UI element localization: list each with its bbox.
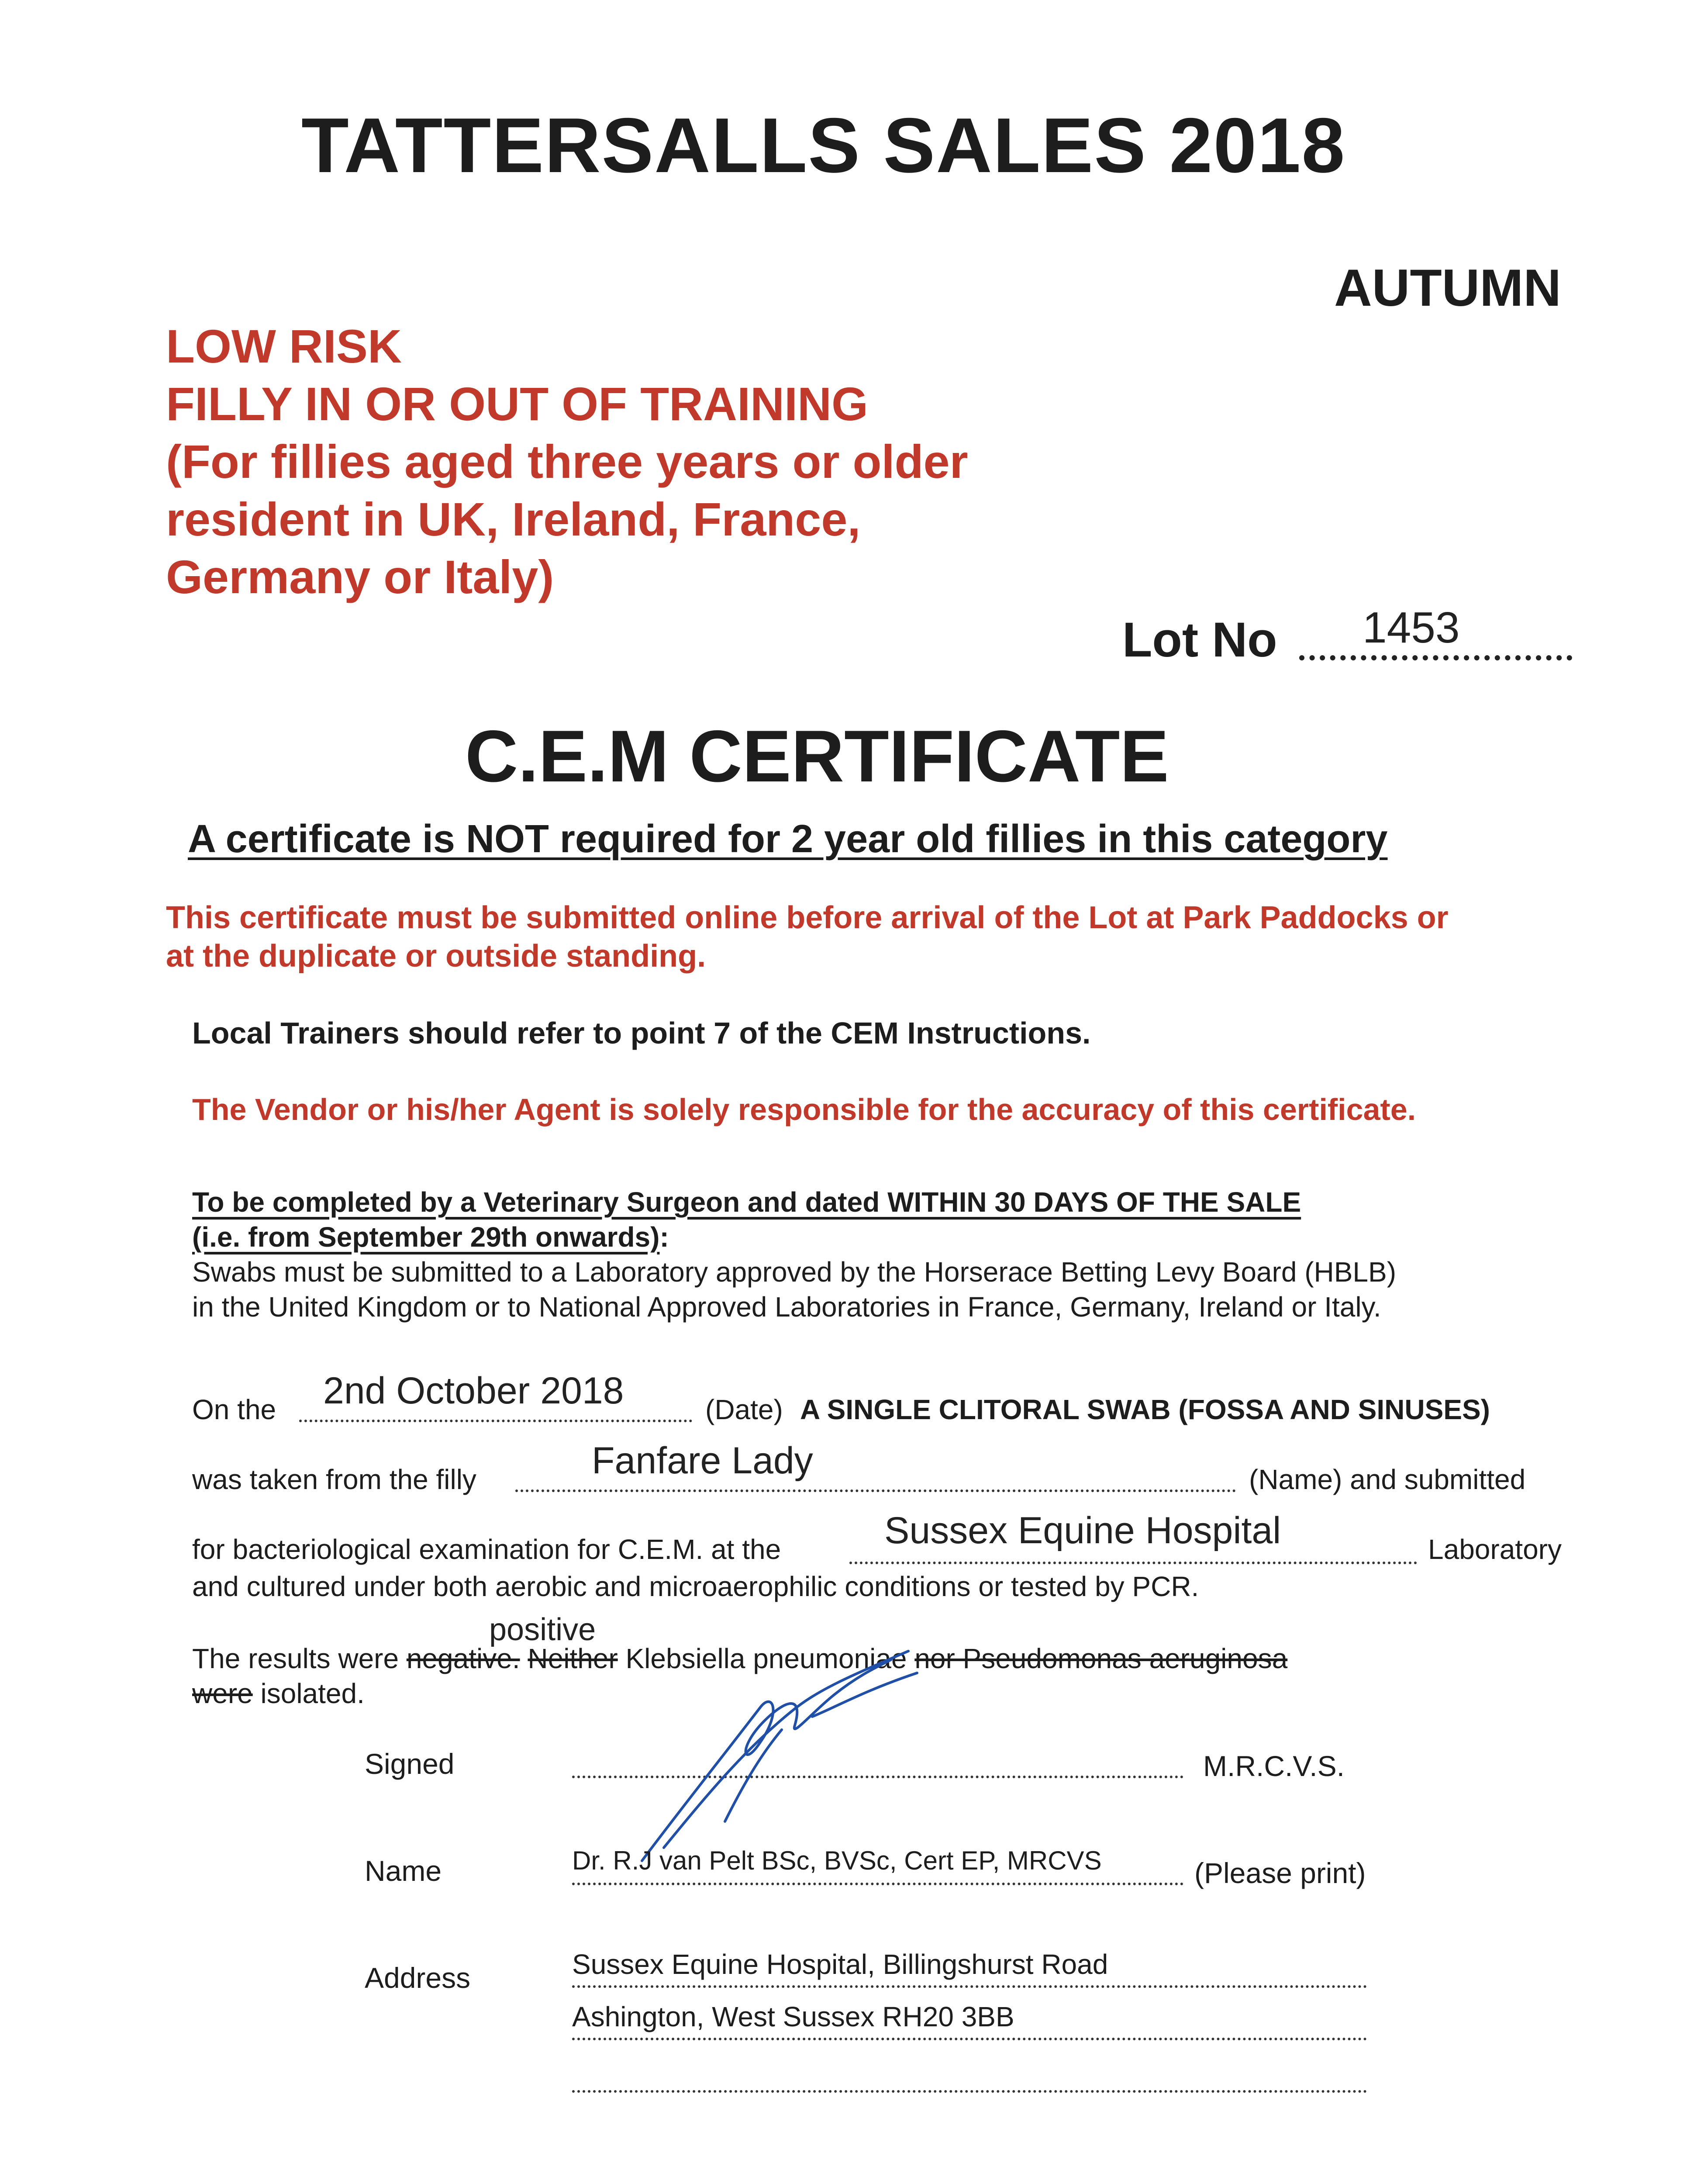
local-trainers-note: Local Trainers should refer to point 7 of the CEM Instructions. [192, 1016, 1091, 1050]
instructions-heading-2 [192, 1221, 669, 1253]
address-dotted-line-2 [572, 2038, 1367, 2040]
submit-notice-1: This certificate must be submitted online before arrival of the Lot at Park Paddocks or [166, 900, 1449, 935]
instructions-body-1: Swabs must be submitted to a Laboratory approved by the Horserace Betting Levy Board (HBLB) [192, 1256, 1396, 1288]
sale-title: TATTERSALLS SALES 2018 [301, 102, 1346, 189]
name-dotted-line [515, 1489, 1236, 1492]
struck-were: were [192, 1678, 253, 1709]
not-required-notice [188, 817, 1387, 862]
category-desc-1: (For fillies aged three years or older [166, 435, 968, 488]
vendor-responsibility: The Vendor or his/her Agent is solely responsible for the accuracy of this certificate. [192, 1092, 1416, 1127]
please-print-label: (Please print) [1194, 1857, 1366, 1889]
taken-from-label: was taken from the filly [192, 1464, 476, 1495]
name-label: (Name) and submitted [1249, 1464, 1526, 1495]
lot-number: 1453 [1363, 603, 1460, 652]
instructions-heading-colon: : [659, 1221, 669, 1253]
laboratory-field[interactable]: Sussex Equine Hospital [884, 1510, 1281, 1552]
submit-notice-2: at the duplicate or outside standing. [166, 939, 706, 974]
signed-label: Signed [365, 1748, 455, 1780]
isolated-label: isolated. [260, 1678, 365, 1709]
struck-negative: negative. [406, 1643, 520, 1674]
instructions-heading-1 [192, 1186, 1301, 1218]
address-line-1[interactable]: Sussex Equine Hospital, Billingshurst Road [572, 1949, 1108, 1980]
address-dotted-line-3 [572, 2090, 1367, 2093]
category-type: FILLY IN OR OUT OF TRAINING [166, 377, 869, 430]
category-desc-3: Germany or Italy) [166, 550, 554, 603]
printed-name-dotted-line [572, 1883, 1183, 1885]
struck-neither: Neither [528, 1643, 618, 1674]
category-desc-2: resident in UK, Ireland, France, [166, 493, 861, 546]
address-line-2[interactable]: Ashington, West Sussex RH20 3BB [572, 2001, 1014, 2032]
risk-level: LOW RISK [166, 320, 402, 373]
instructions-body-2: in the United Kingdom or to National Approved Laboratories in France, Germany, Ireland or Italy. [192, 1291, 1381, 1323]
laboratory-label: Laboratory [1428, 1534, 1562, 1565]
certificate-title: C.E.M CERTIFICATE [465, 715, 1169, 797]
address-label: Address [365, 1962, 471, 1994]
address-dotted-line-1 [572, 1985, 1367, 1988]
date-dotted-line [299, 1420, 692, 1422]
not-required-text: A certificate is NOT required for 2 year old fillies in this category [188, 817, 1388, 861]
cultured-text: and cultured under both aerobic and microaerophilic conditions or tested by PCR. [192, 1571, 1199, 1602]
struck-nor: nor Pseudomonas aeruginosa [914, 1643, 1288, 1674]
vet-signature [629, 1642, 943, 1870]
instructions-heading-2-text: (i.e. from September 29th onwards) [192, 1221, 660, 1253]
mrcvs-label: M.R.C.V.S. [1203, 1750, 1345, 1782]
organism-label: Klebsiella pneumoniae [625, 1643, 907, 1674]
swab-type: A SINGLE CLITORAL SWAB (FOSSA AND SINUSES) [800, 1394, 1490, 1425]
bacteriological-label: for bacteriological examination for C.E.M. at the [192, 1534, 781, 1565]
on-the-label: On the [192, 1394, 276, 1425]
season-label: AUTUMN [1334, 259, 1561, 317]
lot-dotted-line [1299, 655, 1572, 660]
vet-printed-name[interactable]: Dr. R.J van Pelt BSc, BVSc, Cert EP, MRCVS [572, 1846, 1102, 1875]
results-handwritten: positive [489, 1612, 596, 1647]
instructions-heading-1-text: To be completed by a Veterinary Surgeon and dated WITHIN 30 DAYS OF THE SALE [192, 1186, 1301, 1218]
lot-label: Lot No [1122, 612, 1277, 667]
results-were-label: The results were [192, 1643, 399, 1674]
filly-name-field[interactable]: Fanfare Lady [592, 1440, 813, 1482]
results-line-2 [192, 1677, 365, 1710]
name-sig-label: Name [365, 1855, 442, 1887]
lab-dotted-line [849, 1562, 1417, 1564]
date-label: (Date) [705, 1394, 783, 1425]
date-field[interactable]: 2nd October 2018 [323, 1370, 624, 1412]
